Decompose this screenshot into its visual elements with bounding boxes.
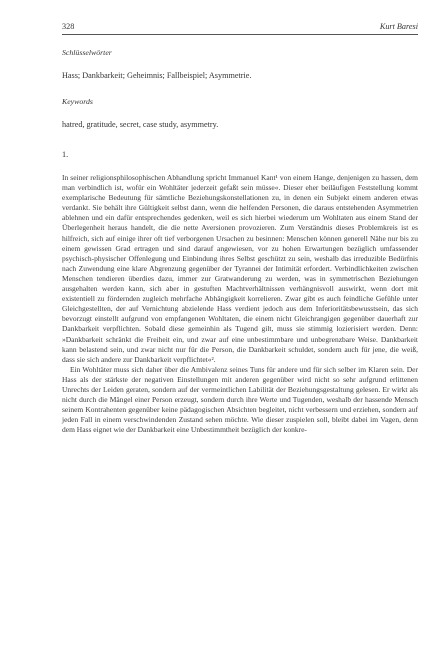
book-page (62, 22, 418, 435)
paragraph: Ein Wohltäter muss sich daher über die Ambivalenz seines Tuns für andere und für sich selber im Klaren sein. Der Hass als der stärkste der negativen Einstellungen mit anderen gegenüber wird nicht so sehr aufgrund erlittenen Unrechts der Leiden geraten, sondern auf der vermeintlichen Labilität der Beziehungsgestaltung gelesen. Er wirkt als nicht durch die Mängel einer Person erzeugt, sondern durch ihre Werte und Tugenden, weshalb der hassende Mensch seinem Kontrahenten gegenüber keine pädagogischen Absichten begleitet, nicht verbessern und erziehen, sondern auf jeden Fall in einem verschwindenden Zustand sehen möchte. Wie dieser zuspielen soll, bleibt dabei im Vagen, denn dem Hass eignet wie der Dankbarkeit eine Unbestimmtheit bezüglich der konkre- (62, 364, 418, 435)
schluesselwoerter-label: Schlüsselwörter (62, 48, 112, 57)
running-head (62, 22, 418, 35)
schluesselwoerter-text: Hass; Dankbarkeit; Geheimnis; Fallbeispiel; Asymmetrie. (62, 71, 252, 80)
body-text (62, 173, 418, 435)
page-number: 328 (62, 22, 75, 31)
keywords-label: Keywords (62, 97, 93, 106)
running-title: Kurt Baresi (379, 22, 418, 31)
keywords-text: hatred, gratitude, secret, case study, asymmetry. (62, 120, 219, 129)
paragraph: In seiner religionsphilosophischen Abhandlung spricht Immanuel Kant¹ von einem Hange, denjenigen zu hassen, dem man verbindlich ist, wofür ein Wohltäter jederzeit gefaßt sein müsse«. Dieser eher beiläufigen Feststellung kommt exemplarische Bedeutung für sämtliche Beziehungskonstellationen zu, in denen ein Subjekt einem anderen etwas verdankt. Sie behält ihre Gültigkeit selbst dann, wenn die helfenden Personen, die daraus entstehenden Asymmetrien ablehnen und ein dafür entsprechendes gedenken, weil es sich hierbei wiederum um Wohltaten aus einem Stand der Überlegenheit heraus handelt, die die nette Aversionen provozieren. Zum Verständnis dieses Problemkreis ist es hilfreich, sich auf einige ihrer oft tief verborgenen Ursachen zu besinnen: Menschen können generell Nähe nur bis zu einem gewissen Grad ertragen und sind darauf angewiesen, vor zu hohen Erwartungen bezüglich umfassender psychisch-physischer Offenlegung und Einbindung ihres Selbst geschützt zu sein, weshalb das irreduzible Bedürfnis nach Zuwendung eine klare Abgrenzung gegenüber der Tyrannei der Intimität erfordert. Verbindlichkeiten zwischen Menschen tendieren überdies dazu, immer zur Gratwanderung zu werden, was in symmetrischen Beziehungen ausgehalten werden kann, sich aber in gestuften Machtverhältnissen verhängnisvoll auswirkt, wenn dort mit existentiell zu fördernden zugleich mehrfache Abhängigkeit korrelieren. Zwar gibt es auch feindliche Gefühle unter Gleichgestellten, der auf Vernichtung abzielende Hass verdient jedoch aus dem Inferioritätsbewusstsein, das sich bevorzugt einstellt aufgrund von empfangenen Wohltaten, die einem nicht Gleichrangigen gegenüber dauerhaft zur Dankbarkeit verpflichten. Sobald diese gemeinhin als Tugend gilt, muss sie stimmig lozierisiert werden. Denn: »Dankbarkeit schränkt die Freiheit ein, und zwar auf eine unbestimmbare und unbegrenzbare Weise. Dankbarkeit kann belastend sein, und zwar nicht nur für die Person, die Dankbarkeit schuldet, sondern auch für jene, die weiß, dass sie sich andere zur Dankbarkeit verpflichtet«². (62, 173, 418, 364)
section-number: 1. (62, 150, 69, 159)
